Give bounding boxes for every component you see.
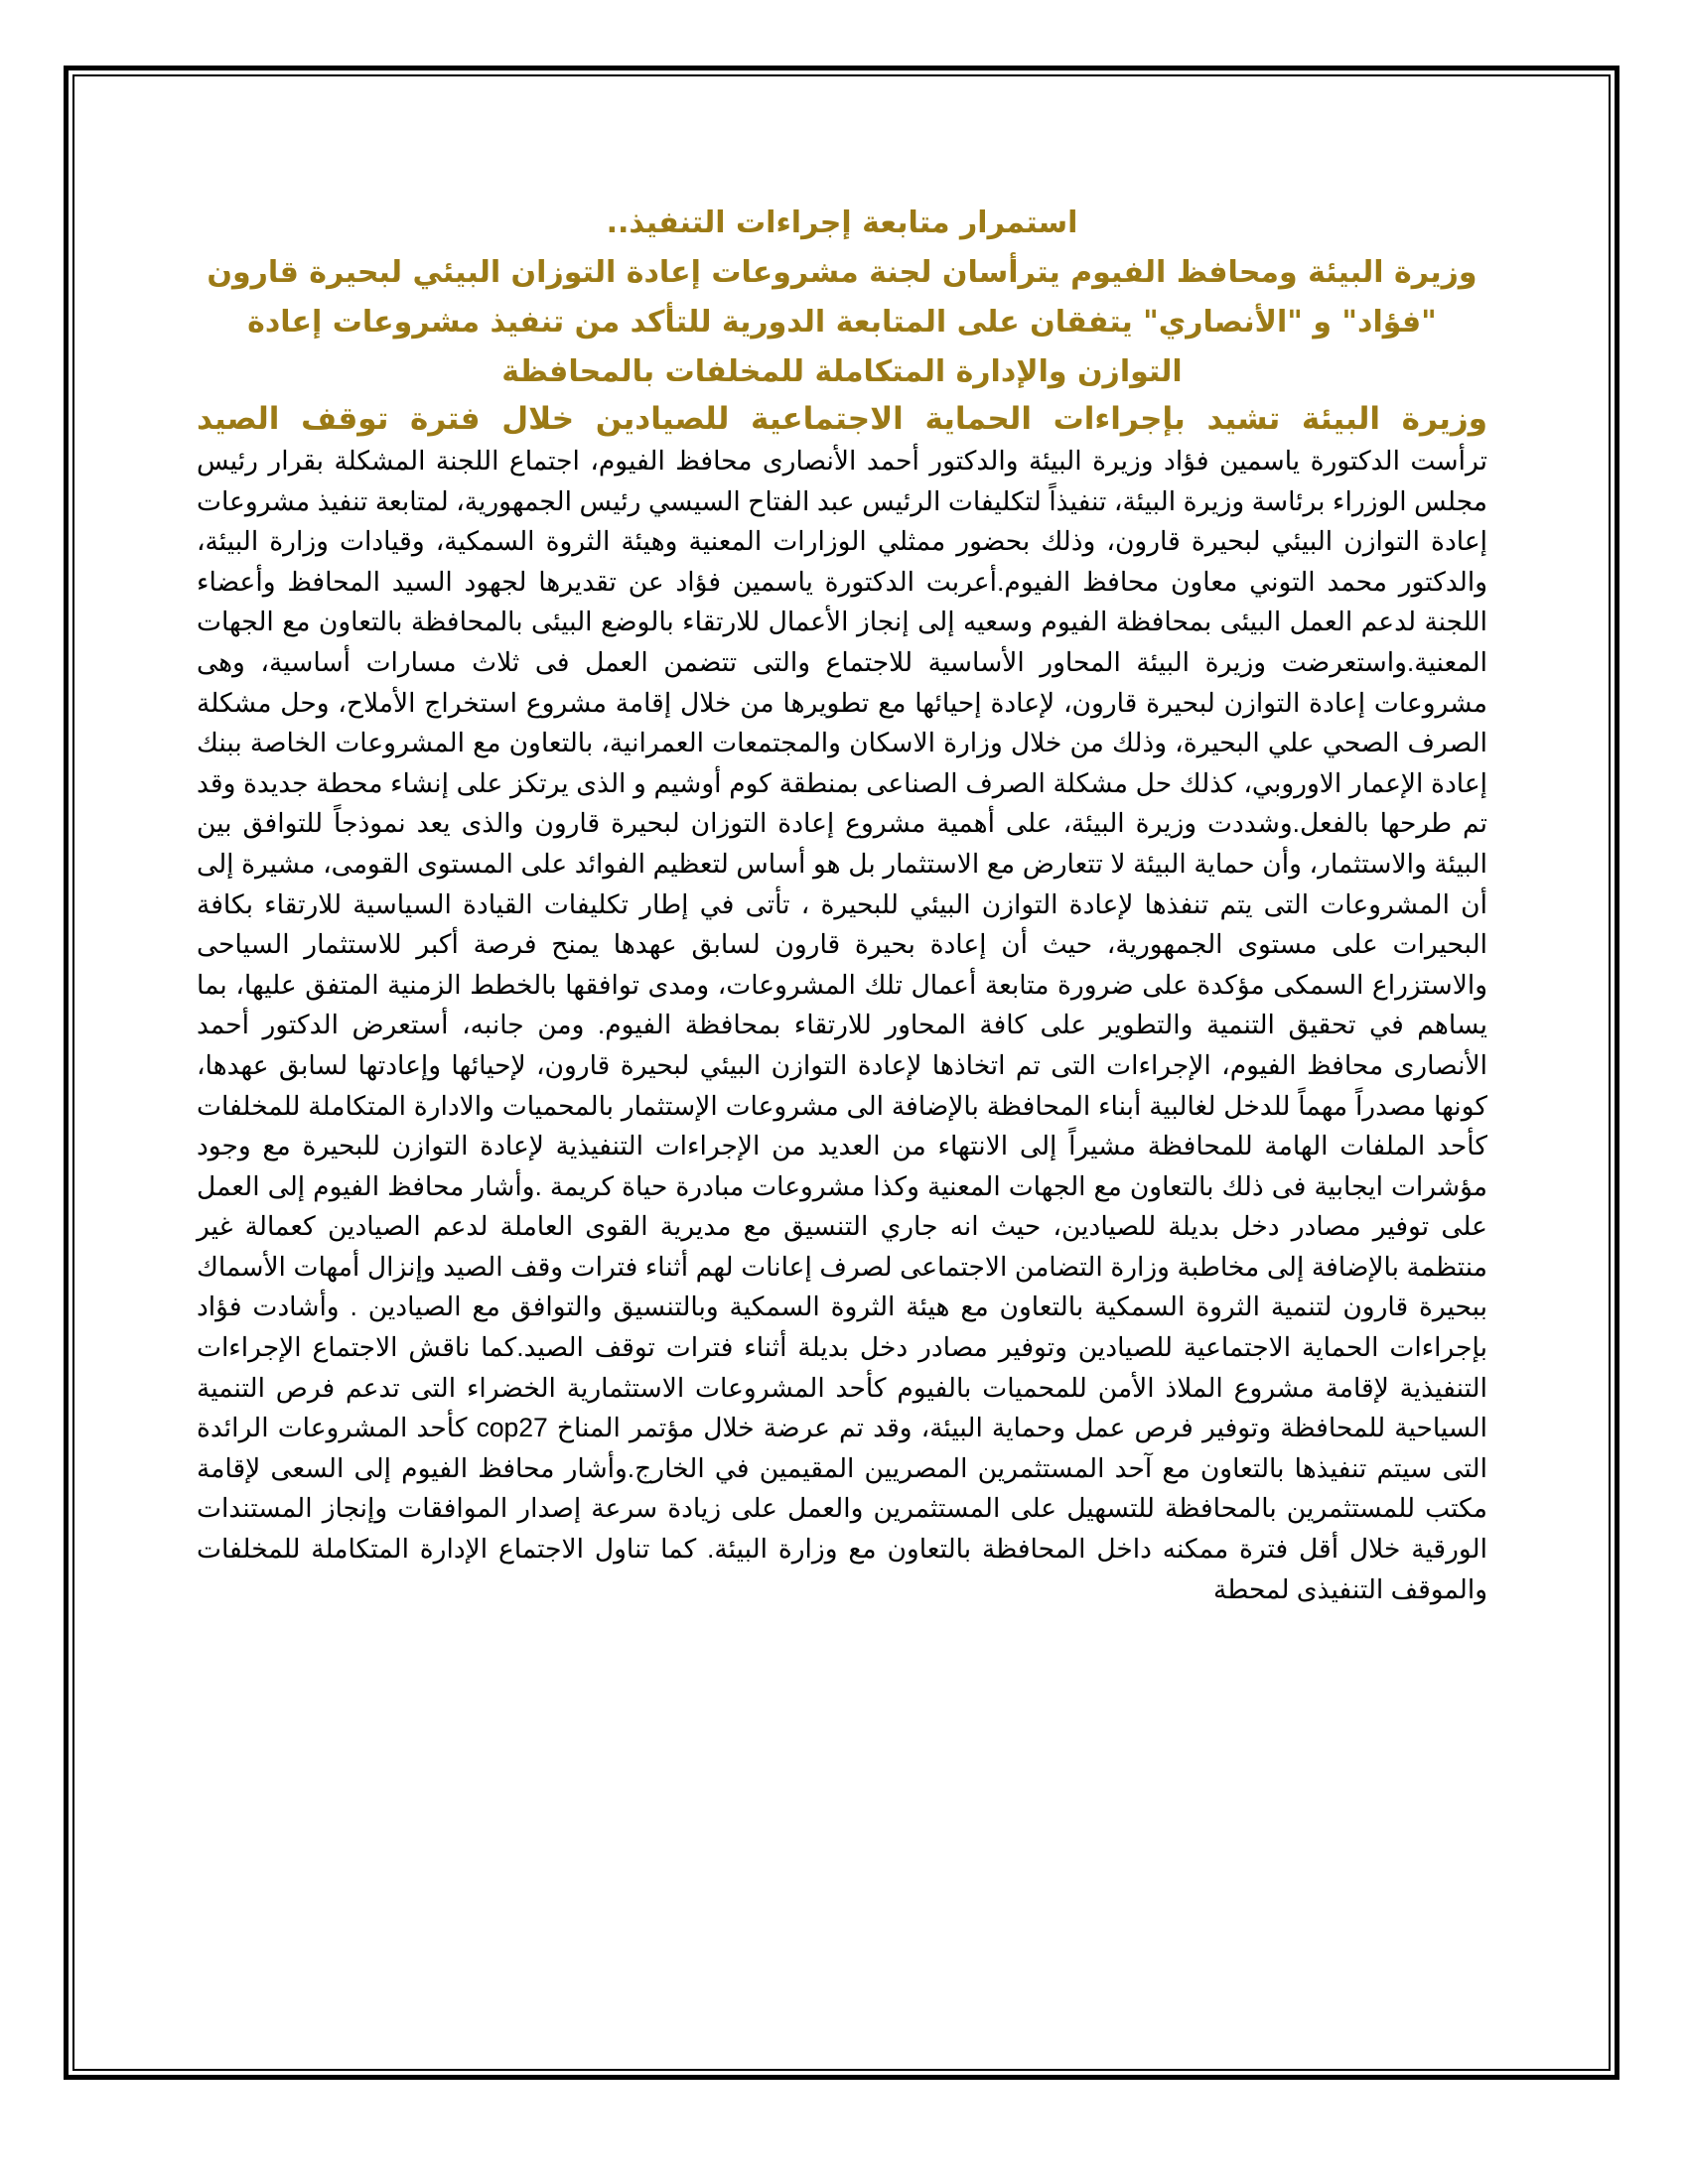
headline-4: وزيرة البيئة تشيد بإجراءات الحماية الاجتماعية للصيادين خلال فترة توقف الصيد <box>197 401 1487 437</box>
headline-3: "فؤاد" و "الأنصاري" يتفقان على المتابعة الدورية للتأكد من تنفيذ مشروعات إعادة التوازن والإدارة المتكاملة للمخلفات بالمحافظة <box>247 305 1437 389</box>
headline-1: استمرار متابعة إجراءات التنفيذ.. <box>606 205 1078 240</box>
headline-2: وزيرة البيئة ومحافظ الفيوم يترأسان لجنة مشروعات إعادة التوزان البيئي لبحيرة قارون <box>207 255 1477 290</box>
article <box>197 199 1487 1609</box>
article-body: ترأست الدكتورة ياسمين فؤاد وزيرة البيئة والدكتور أحمد الأنصارى محافظ الفيوم، اجتماع اللجنة المشكلة بقرار رئيس مجلس الوزراء برئاسة وزيرة البيئة، تنفيذاً لتكليفات الرئيس عبد الفتاح السيسي رئيس الجمهورية، لمتابعة تنفيذ مشروعات إعادة التوازن البيئي لبحيرة قارون، وذلك بحضور ممثلي الوزارات المعنية وهيئة الثروة السمكية، وقيادات وزارة البيئة، والدكتور محمد التوني معاون محافظ الفيوم.أعربت الدكتورة ياسمين فؤاد عن تقديرها لجهود السيد المحافظ وأعضاء اللجنة لدعم العمل البيئى بمحافظة الفيوم وسعيه إلى إنجاز الأعمال للارتقاء بالوضع البيئى بالمحافظة بالتعاون مع الجهات المعنية.واستعرضت وزيرة البيئة المحاور الأساسية للاجتماع والتى تتضمن العمل فى ثلاث مسارات أساسية، وهى مشروعات إعادة التوازن لبحيرة قارون، لإعادة إحيائها مع تطويرها من خلال إقامة مشروع استخراج الأملاح، وحل مشكلة الصرف الصحي علي البحيرة، وذلك من خلال وزارة الاسكان والمجتمعات العمرانية، بالتعاون مع المشروعات الخاصة ببنك إعادة الإعمار الاوروبي، كذلك حل مشكلة الصرف الصناعى بمنطقة كوم أوشيم و الذى يرتكز على إنشاء محطة جديدة وقد تم طرحها بالفعل.وشددت وزيرة البيئة، على أهمية مشروع إعادة التوزان لبحيرة قارون والذى يعد نموذجاً للتوافق بين البيئة والاستثمار، وأن حماية البيئة لا تتعارض مع الاستثمار بل هو أساس لتعظيم الفوائد على المستوى القومى، مشيرة إلى أن المشروعات التى يتم تنفذها لإعادة التوازن البيئي للبحيرة ، تأتى في إطار تكليفات القيادة السياسية للارتقاء بكافة البحيرات على مستوى الجمهورية، حيث أن إعادة بحيرة قارون لسابق عهدها يمنح فرصة أكبر للاستثمار السياحى والاستزراع السمكى مؤكدة على ضرورة متابعة أعمال تلك المشروعات، ومدى توافقها بالخطط الزمنية المتفق عليها، بما يساهم في تحقيق التنمية والتطوير على كافة المحاور للارتقاء بمحافظة الفيوم. ومن جانبه، أستعرض الدكتور أحمد الأنصارى محافظ الفيوم، الإجراءات التى تم اتخاذها لإعادة التوازن البيئي لبحيرة قارون، لإحيائها وإعادتها لسابق عهدها، كونها مصدراً مهماً للدخل لغالبية أبناء المحافظة بالإضافة الى مشروعات الإستثمار بالمحميات والادارة المتكاملة للمخلفات كأحد الملفات الهامة للمحافظة مشيراً إلى الانتهاء من العديد من الإجراءات التنفيذية لإعادة التوازن للبحيرة مع وجود مؤشرات ايجابية فى ذلك بالتعاون مع الجهات المعنية وكذا مشروعات مبادرة حياة كريمة .وأشار محافظ الفيوم إلى العمل على توفير مصادر دخل بديلة للصيادين، حيث انه جاري التنسيق مع مديرية القوى العاملة لدعم الصيادين كعمالة غير منتظمة بالإضافة إلى مخاطبة وزارة التضامن الاجتماعى لصرف إعانات لهم أثناء فترات وقف الصيد وإنزال أمهات الأسماك ببحيرة قارون لتنمية الثروة السمكية بالتعاون مع هيئة الثروة السمكية وبالتنسيق والتوافق مع الصيادين . وأشادت فؤاد بإجراءات الحماية الاجتماعية للصيادين وتوفير مصادر دخل بديلة أثناء فترات توقف الصيد.كما ناقش الاجتماع الإجراءات التنفيذية لإقامة مشروع الملاذ الأمن للمحميات بالفيوم كأحد المشروعات الاستثمارية الخضراء التى تدعم فرص التنمية السياحية للمحافظة وتوفير فرص عمل وحماية البيئة، وقد تم عرضة خلال مؤتمر المناخ cop27 كأحد المشروعات الرائدة التى سيتم تنفيذها بالتعاون مع آحد المستثمرين المصريين المقيمين في الخارج.وأشار محافظ الفيوم إلى السعى لإقامة مكتب للمستثمرين بالمحافظة للتسهيل على المستثمرين والعمل على زيادة سرعة إصدار الموافقات وإنجاز المستندات الورقية خلال أقل فترة ممكنه داخل المحافظة بالتعاون مع وزارة البيئة. كما تناول الاجتماع الإدارة المتكاملة للمخلفات والموقف التنفيذى لمحطة <box>197 446 1488 1604</box>
